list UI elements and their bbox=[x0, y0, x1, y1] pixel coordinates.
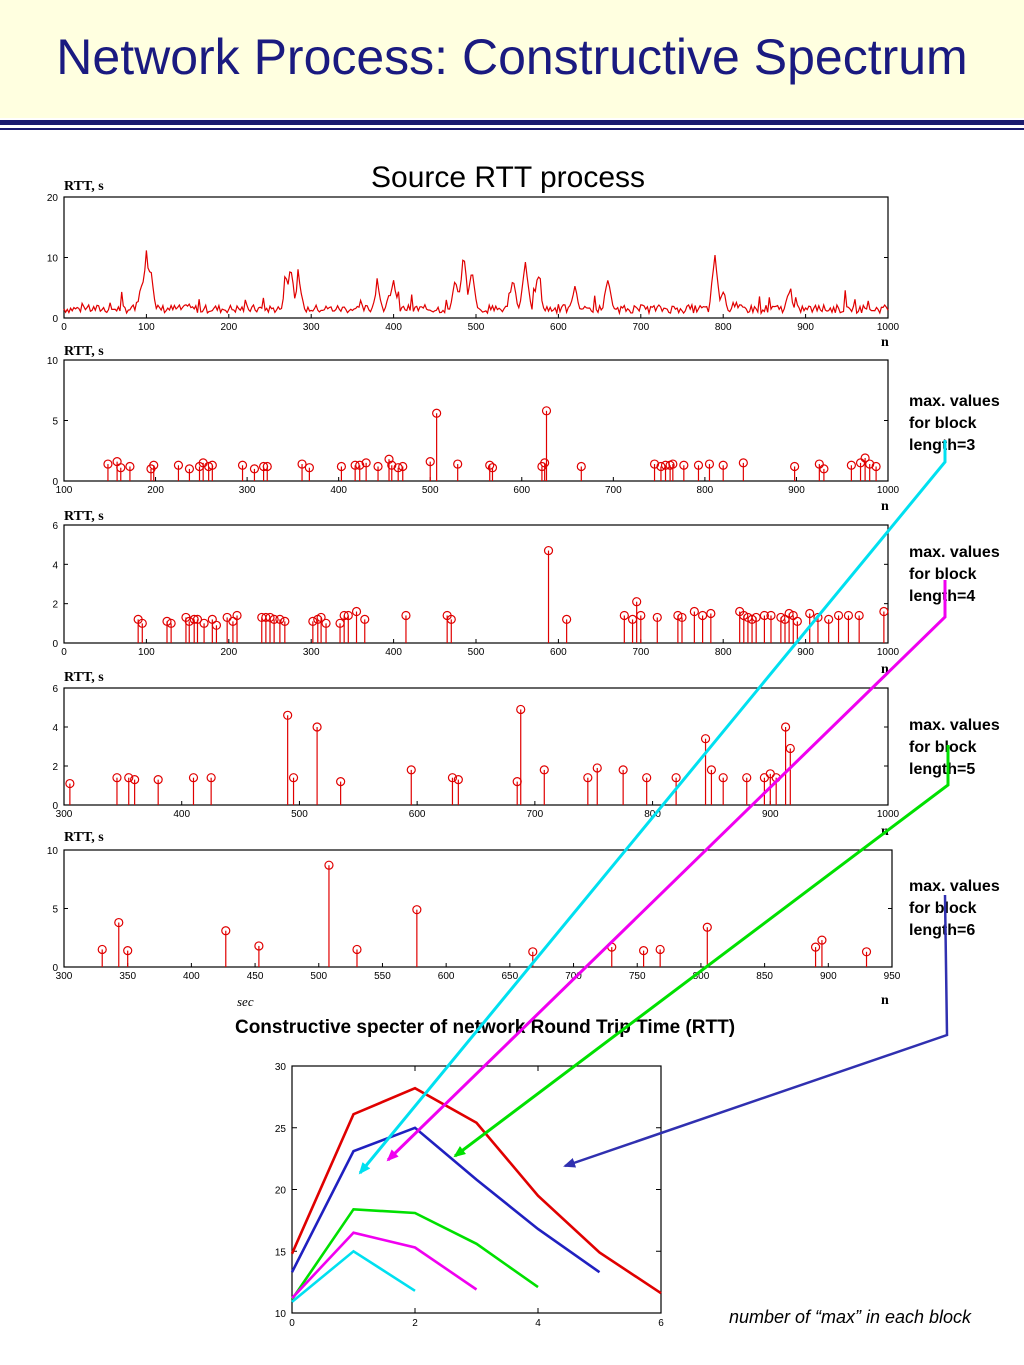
x-tick-label: 200 bbox=[220, 647, 238, 658]
x-tick-label: 100 bbox=[55, 485, 73, 496]
x-tick-label: 600 bbox=[513, 485, 531, 496]
x-tick-label: 900 bbox=[819, 971, 837, 982]
y-tick-label: 5 bbox=[52, 416, 58, 428]
x-tick-label: 300 bbox=[238, 485, 256, 496]
y-axis-label: RTT, s bbox=[64, 830, 104, 845]
y-tick-label: 0 bbox=[52, 963, 58, 974]
x-tick-label: 700 bbox=[604, 485, 622, 496]
x-tick-label: 300 bbox=[55, 809, 73, 820]
y-tick-label: 10 bbox=[46, 846, 58, 857]
y-tick-label: 2 bbox=[52, 599, 58, 611]
y-tick-label: 2 bbox=[52, 762, 58, 773]
y-tick-label: 4 bbox=[52, 560, 58, 572]
block-label-line: max. values bbox=[909, 544, 1000, 561]
x-tick-label: 200 bbox=[147, 485, 164, 496]
x-tick-label: 600 bbox=[408, 809, 426, 820]
x-tick-label: 600 bbox=[550, 647, 567, 658]
x-tick-label: 800 bbox=[714, 647, 732, 658]
spectrum-y-tick-label: 15 bbox=[274, 1247, 286, 1259]
x-tick-label: 200 bbox=[220, 322, 238, 333]
x-tick-label: 800 bbox=[714, 322, 732, 333]
spectrum-x-tick-label: 0 bbox=[289, 1318, 295, 1329]
x-tick-label: 400 bbox=[183, 971, 200, 982]
x-tick-label: 600 bbox=[550, 322, 567, 333]
block-label-line: max. values bbox=[909, 878, 1000, 895]
plot-frame bbox=[64, 850, 892, 967]
panel-block5 bbox=[52, 670, 999, 839]
x-axis-label: n bbox=[881, 499, 889, 514]
x-tick-label: 800 bbox=[696, 485, 714, 496]
block-label-line: length=6 bbox=[909, 922, 976, 939]
x-tick-label: 400 bbox=[385, 647, 402, 658]
spectrum-frame bbox=[292, 1066, 661, 1313]
x-axis-label: n bbox=[881, 335, 889, 350]
y-tick-label: 0 bbox=[52, 639, 58, 650]
spectrum-x-tick-label: 4 bbox=[535, 1318, 541, 1329]
x-tick-label: 500 bbox=[467, 322, 485, 333]
x-tick-label: 700 bbox=[632, 647, 650, 658]
y-tick-label: 0 bbox=[52, 314, 58, 325]
y-axis-label: RTT, s bbox=[64, 509, 104, 524]
spectrum-chart bbox=[275, 1062, 664, 1329]
spectrum-title: Constructive specter of network Round Trip Time (RTT) bbox=[234, 1017, 736, 1038]
y-axis-label: RTT, s bbox=[64, 344, 104, 359]
block-label-line: length=5 bbox=[909, 761, 976, 778]
x-tick-label: 750 bbox=[628, 971, 646, 982]
block-label-line: max. values bbox=[909, 717, 1000, 734]
panel-block6 bbox=[47, 830, 1000, 1008]
plot-frame bbox=[64, 360, 888, 481]
spectrum-y-tick-label: 20 bbox=[274, 1185, 286, 1197]
y-tick-label: 6 bbox=[52, 684, 58, 695]
sec-label: sec bbox=[237, 994, 254, 1009]
block-label-line: length=3 bbox=[909, 437, 976, 454]
x-tick-label: 350 bbox=[119, 971, 137, 982]
y-tick-label: 20 bbox=[46, 193, 58, 204]
x-tick-label: 1000 bbox=[876, 809, 900, 820]
y-tick-label: 0 bbox=[52, 477, 58, 488]
y-tick-label: 0 bbox=[52, 801, 58, 812]
x-tick-label: 300 bbox=[302, 322, 320, 333]
x-tick-label: 100 bbox=[138, 647, 155, 658]
x-tick-label: 1000 bbox=[876, 322, 900, 333]
x-tick-label: 800 bbox=[644, 809, 661, 820]
x-tick-label: 300 bbox=[55, 971, 73, 982]
x-tick-label: 400 bbox=[385, 322, 402, 333]
x-tick-label: 800 bbox=[692, 971, 710, 982]
y-tick-label: 4 bbox=[52, 723, 58, 734]
spectrum-y-tick-label: 30 bbox=[274, 1062, 286, 1073]
block-label-line: max. values bbox=[909, 393, 1000, 410]
source-caption: Source RTT process bbox=[371, 161, 645, 194]
panel-block3 bbox=[47, 344, 1000, 514]
x-tick-label: 100 bbox=[138, 322, 155, 333]
block-label-line: for block bbox=[909, 566, 977, 583]
x-tick-label: 1000 bbox=[876, 485, 900, 496]
x-tick-label: 500 bbox=[310, 971, 328, 982]
x-tick-label: 950 bbox=[883, 971, 901, 982]
block-label-line: for block bbox=[909, 900, 977, 917]
block-label-line: length=4 bbox=[909, 588, 976, 605]
x-tick-label: 500 bbox=[291, 809, 308, 820]
x-axis-label: n bbox=[881, 824, 889, 839]
x-tick-label: 900 bbox=[761, 809, 779, 820]
x-axis-label: n bbox=[881, 662, 889, 677]
rtt-panels bbox=[47, 179, 1000, 1008]
page-title: Network Process: Constructive Spectrum bbox=[56, 29, 968, 85]
y-tick-label: 10 bbox=[46, 253, 58, 265]
panel-source bbox=[47, 179, 900, 350]
x-tick-label: 900 bbox=[797, 647, 814, 658]
x-tick-label: 650 bbox=[501, 971, 519, 982]
panel-block4 bbox=[52, 509, 999, 677]
x-tick-label: 400 bbox=[330, 485, 348, 496]
block-label-line: for block bbox=[909, 739, 977, 756]
spectrum-xlabel: number of “max” in each block bbox=[728, 1307, 972, 1327]
x-tick-label: 300 bbox=[302, 647, 320, 658]
x-tick-label: 700 bbox=[565, 971, 582, 982]
x-tick-label: 600 bbox=[437, 971, 455, 982]
x-tick-label: 500 bbox=[467, 647, 485, 658]
y-axis-label: RTT, s bbox=[64, 179, 104, 194]
x-tick-label: 0 bbox=[61, 647, 67, 658]
x-tick-label: 550 bbox=[374, 971, 391, 982]
spectrum-x-tick-label: 6 bbox=[658, 1318, 664, 1329]
y-tick-label: 10 bbox=[46, 356, 58, 367]
x-tick-label: 900 bbox=[788, 485, 805, 496]
block-label-line: for block bbox=[909, 415, 977, 432]
x-tick-label: 500 bbox=[421, 485, 439, 496]
spectrum-y-tick-label: 25 bbox=[274, 1123, 286, 1135]
x-tick-label: 700 bbox=[632, 322, 650, 333]
x-tick-label: 900 bbox=[797, 322, 814, 333]
y-tick-label: 5 bbox=[52, 904, 58, 916]
x-tick-label: 450 bbox=[246, 971, 264, 982]
x-tick-label: 850 bbox=[756, 971, 773, 982]
spectrum-y-tick-label: 10 bbox=[274, 1309, 286, 1320]
x-tick-label: 0 bbox=[61, 322, 67, 333]
y-axis-label: RTT, s bbox=[64, 670, 104, 685]
spectrum-x-tick-label: 2 bbox=[412, 1318, 418, 1329]
x-tick-label: 700 bbox=[526, 809, 544, 820]
x-tick-label: 1000 bbox=[876, 647, 900, 658]
y-tick-label: 6 bbox=[52, 521, 58, 532]
x-axis-label: n bbox=[881, 993, 889, 1008]
x-tick-label: 400 bbox=[173, 809, 191, 820]
